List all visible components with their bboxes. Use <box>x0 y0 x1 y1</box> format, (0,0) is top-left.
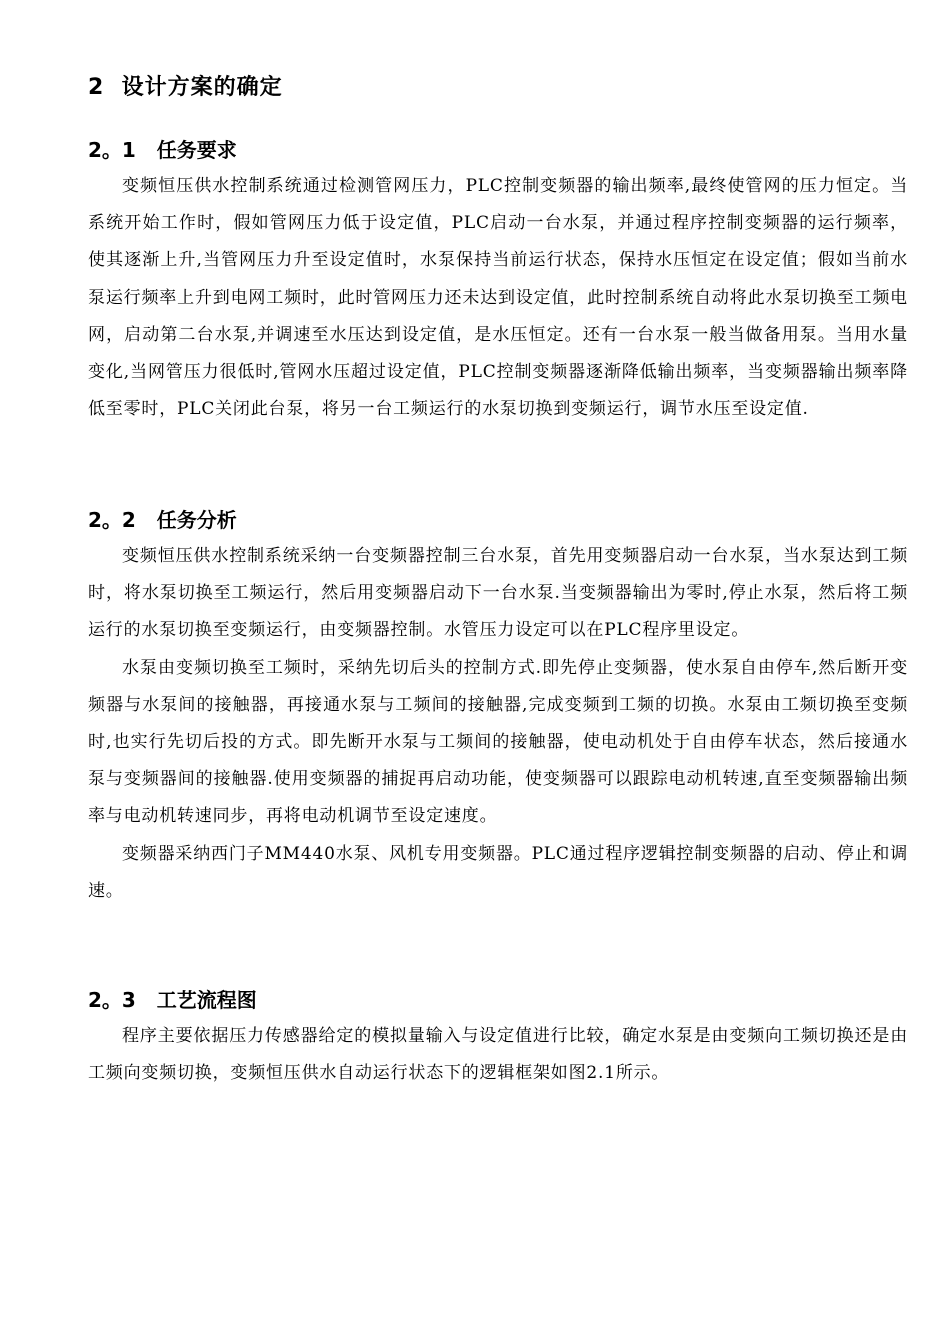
chapter-title: 2 设计方案的确定 <box>88 75 283 100</box>
paragraph: 水泵由变频切换至工频时，采纳先切后头的控制方式.即先停止变频器，使水泵自由停车,然后断开变频器与水泵间的接触器，再接通水泵与工频间的接触器,完成变频到工频的切换。水泵由工频切换至变频时,也实行先切后投的方式。即先断开水泵与工频间的接触器，使电动机处于自由停车状态，然后接通水泵与变频器间的接触器.使用变频器的捕捉再启动功能，使变频器可以跟踪电动机转速,直至变频器输出频率与电动机转速同步，再将电动机调节至设定速度。 <box>88 657 908 827</box>
paragraph: 变频恒压供水控制系统通过检测管网压力，PLC控制变频器的输出频率,最终使管网的压力恒定。当系统开始工作时，假如管网压力低于设定值，PLC启动一台水泵，并通过程序控制变频器的运行频率，使其逐渐上升,当管网压力升至设定值时，水泵保持当前运行状态，保持水压恒定在设定值；假如当前水泵运行频率上升到电网工频时，此时管网压力还未达到设定值，此时控制系统自动将此水泵切换至工频电网，启动第二台水泵,并调速至水压达到设定值，是水压恒定。还有一台水泵一般当做备用泵。当用水量变化,当网管压力很低时,管网水压超过设定值，PLC控制变频器逐渐降低输出频率，当变频器输出频率降低至零时，PLC关闭此台泵，将另一台工频运行的水泵切换到变频运行，调节水压至设定值. <box>88 176 908 420</box>
paragraph: 变频恒压供水控制系统采纳一台变频器控制三台水泵，首先用变频器启动一台水泵，当水泵达到工频时，将水泵切换至工频运行，然后用变频器启动下一台水泵.当变频器输出为零时,停止水泵，然后将工频运行的水泵切换至变频运行，由变频器控制。水管压力设定可以在PLC程序里设定。 <box>88 546 908 641</box>
paragraph: 变频器采纳西门子MM440水泵、风机专用变频器。PLC通过程序逻辑控制变频器的启动、停止和调速。 <box>88 843 908 901</box>
section-task-analysis <box>88 502 908 910</box>
section-process-flowchart <box>88 982 908 1092</box>
section-title: 2。3 工艺流程图 <box>88 988 257 1012</box>
section-title: 2。2 任务分析 <box>88 508 237 532</box>
paragraph: 程序主要依据压力传感器给定的模拟量输入与设定值进行比较，确定水泵是由变频向工频切换还是由工频向变频切换，变频恒压供水自动运行状态下的逻辑框架如图2.1所示。 <box>88 1026 908 1084</box>
section-title: 2。1 任务要求 <box>88 138 237 162</box>
section-task-requirements <box>88 132 908 428</box>
